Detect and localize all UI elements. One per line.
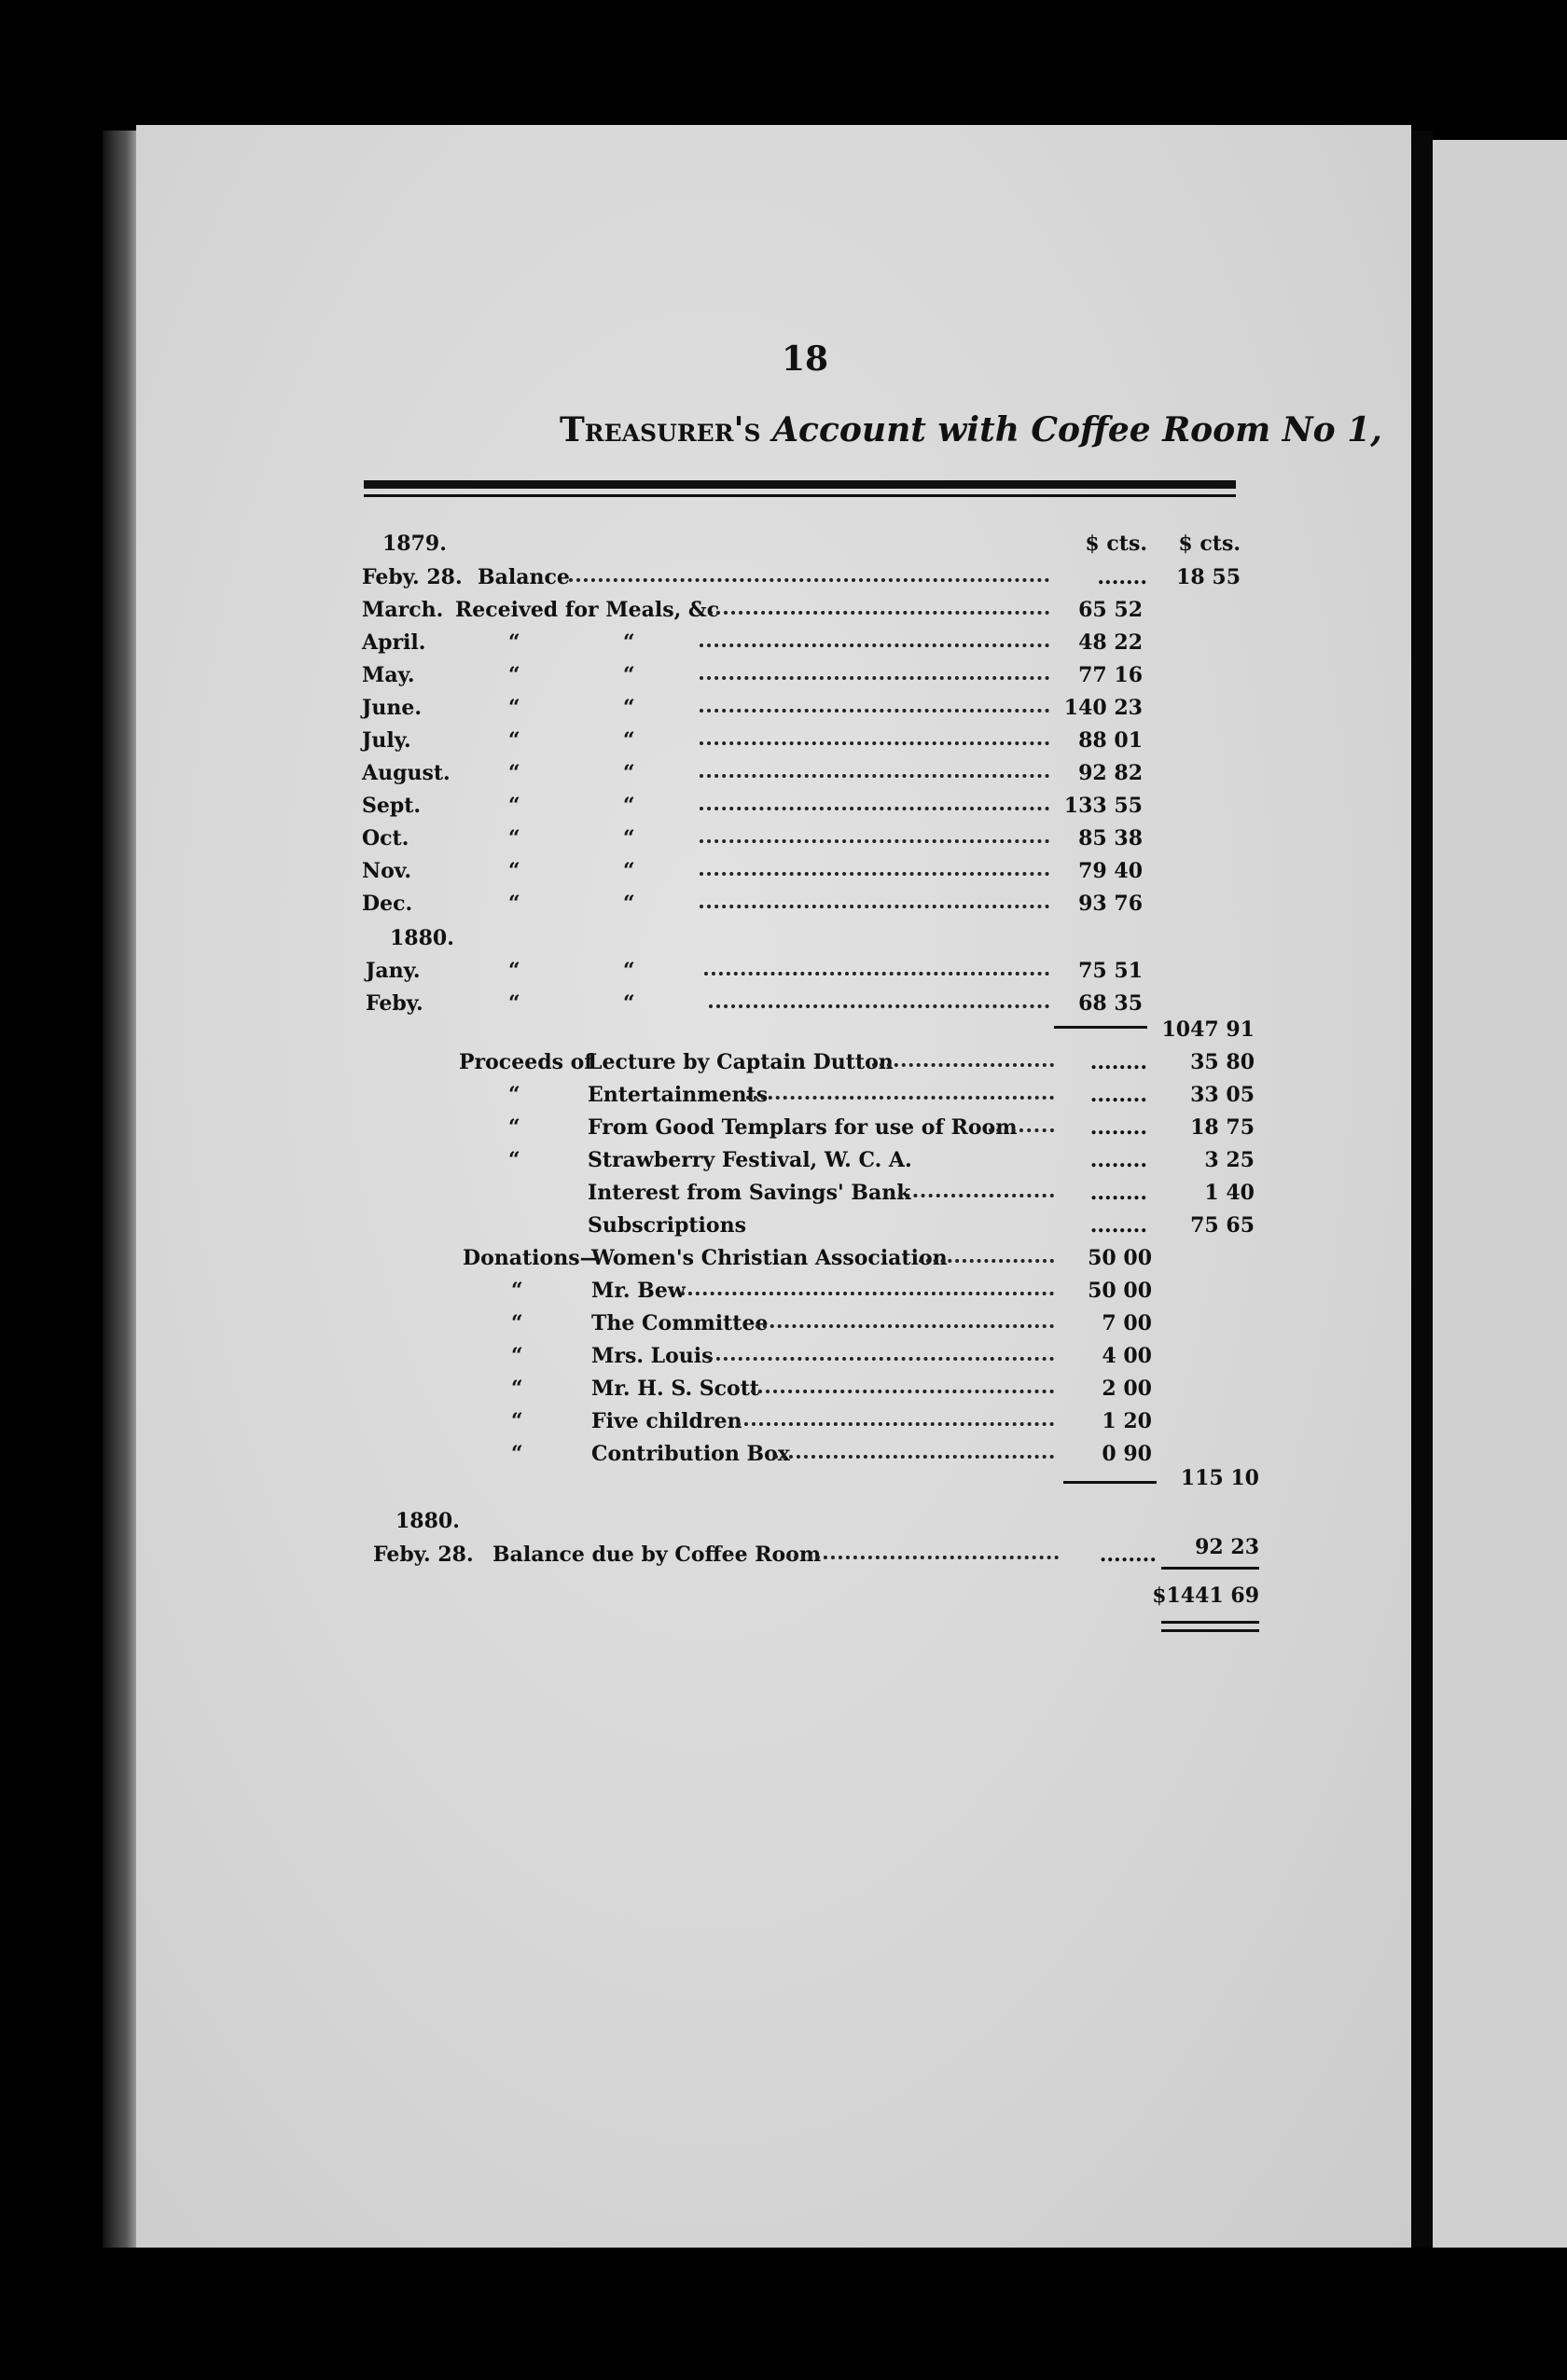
- dot-leader: [872, 1059, 1054, 1067]
- donation-label: The Committee: [591, 1311, 769, 1335]
- title-account: Account with Coffee Room No 1,: [772, 410, 1382, 450]
- ditto-mark: “: [623, 991, 635, 1016]
- dot-leader: [700, 705, 1049, 713]
- row-col1: 75 51: [1078, 959, 1143, 983]
- proceeds-col2: 18 75: [1190, 1115, 1255, 1140]
- proceeds-col2: 1 40: [1204, 1181, 1255, 1205]
- dot-leader: [700, 672, 1049, 680]
- dot-leader: [891, 1190, 1054, 1197]
- proceeds-prefix: “: [508, 1148, 520, 1172]
- row-date: June.: [362, 696, 423, 720]
- dot-leader: [700, 770, 1049, 778]
- ditto-mark: “: [623, 826, 635, 851]
- total-rule: [1161, 1567, 1259, 1570]
- ditto-mark: “: [623, 959, 635, 983]
- proceeds-col1: ........: [1089, 1115, 1147, 1140]
- double-rule-top: [1161, 1621, 1259, 1624]
- ditto-mark: “: [508, 761, 520, 785]
- proceeds-col1: ........: [1089, 1213, 1147, 1238]
- balance-date: Feby. 28.: [373, 1543, 474, 1567]
- row-date: Nov.: [362, 859, 412, 883]
- ditto-mark: “: [508, 991, 520, 1016]
- donation-col1: 1 20: [1102, 1409, 1152, 1433]
- proceeds-label: Lecture by Captain Dutton: [588, 1050, 894, 1074]
- balance-col2: 92 23: [1195, 1535, 1259, 1559]
- year-label: 1879.: [382, 532, 447, 556]
- donation-prefix: “: [511, 1442, 523, 1466]
- proceeds-label: Entertainments: [588, 1083, 769, 1107]
- binding-shadow: [103, 131, 136, 2248]
- dot-leader: [919, 1255, 1054, 1263]
- row-date: March.: [362, 598, 444, 622]
- donation-col1: 0 90: [1102, 1442, 1152, 1466]
- ditto-mark: “: [508, 859, 520, 883]
- row-col1: 79 40: [1078, 859, 1143, 883]
- year-label: 1880.: [390, 926, 454, 950]
- dot-leader: [700, 901, 1049, 908]
- row-date: April.: [362, 630, 426, 655]
- donation-prefix: “: [511, 1409, 523, 1433]
- double-rule-bottom: [1161, 1629, 1259, 1632]
- row-date: Jany.: [366, 959, 421, 983]
- row-date: July.: [362, 728, 411, 753]
- donation-col1: 7 00: [1102, 1311, 1152, 1335]
- donation-prefix: “: [511, 1377, 523, 1401]
- ditto-mark: “: [508, 728, 520, 753]
- dot-leader: [700, 640, 1049, 647]
- dot-leader: [709, 1353, 1054, 1361]
- proceeds-col2: 3 25: [1204, 1148, 1255, 1172]
- row-col1: 92 82: [1078, 761, 1143, 785]
- dot-leader: [989, 1125, 1054, 1132]
- proceeds-col2: 33 05: [1190, 1083, 1255, 1107]
- row-date: Oct.: [362, 826, 409, 851]
- dot-leader: [700, 803, 1049, 810]
- proceeds-label: From Good Templars for use of Room: [588, 1115, 1018, 1140]
- ditto-mark: “: [623, 696, 635, 720]
- ditto-mark: “: [508, 826, 520, 851]
- row-label: Received for Meals, &c: [455, 598, 720, 622]
- title-treasurer: Treasurer's: [560, 410, 761, 450]
- page-title: [560, 410, 1382, 450]
- proceeds-prefix: “: [508, 1083, 520, 1107]
- donation-label: Contribution Box: [591, 1442, 790, 1466]
- row-col1: 88 01: [1078, 728, 1143, 753]
- meals-total: 1047 91: [1161, 1017, 1255, 1042]
- ditto-mark: “: [623, 630, 635, 655]
- page-gutter: [1411, 131, 1433, 2248]
- proceeds-col1: ........: [1089, 1050, 1147, 1074]
- donation-col1: 50 00: [1088, 1246, 1152, 1270]
- dot-leader: [737, 1418, 1054, 1426]
- proceeds-label: Strawberry Festival, W. C. A.: [588, 1148, 912, 1172]
- ditto-mark: “: [623, 761, 635, 785]
- page-number: 18: [782, 339, 829, 379]
- donation-label: Mr. H. S. Scott: [591, 1377, 760, 1401]
- dot-leader: [700, 738, 1049, 745]
- donation-prefix: “: [511, 1279, 523, 1303]
- row-col2: 18 55: [1176, 565, 1241, 589]
- row-col1: 140 23: [1063, 696, 1143, 720]
- donation-label: Five children: [591, 1409, 742, 1433]
- dot-leader: [704, 968, 1049, 976]
- header-rule: [364, 480, 1236, 489]
- donation-prefix: “: [511, 1344, 523, 1368]
- donation-label: Mr. Bew: [591, 1279, 686, 1303]
- proceeds-prefix: Proceeds of: [459, 1050, 593, 1074]
- dot-leader: [746, 1092, 1054, 1100]
- dot-leader: [569, 574, 1049, 582]
- donation-col1: 4 00: [1102, 1344, 1152, 1368]
- dot-leader: [774, 1451, 1054, 1459]
- proceeds-col1: ........: [1089, 1083, 1147, 1107]
- column-header-2: $ cts.: [1178, 532, 1241, 556]
- proceeds-col2: 35 80: [1190, 1050, 1255, 1074]
- proceeds-label: Subscriptions: [588, 1213, 746, 1238]
- donation-label: Mrs. Louis: [591, 1344, 714, 1368]
- ditto-mark: “: [623, 794, 635, 818]
- proceeds-prefix: “: [508, 1115, 520, 1140]
- dot-leader: [751, 1386, 1054, 1393]
- row-col1: 48 22: [1078, 630, 1143, 655]
- grand-total: $1441 69: [1152, 1584, 1259, 1608]
- donation-prefix: Donations—: [463, 1246, 601, 1270]
- column-header-1: $ cts.: [1085, 532, 1147, 556]
- ditto-mark: “: [623, 663, 635, 687]
- proceeds-col1: ........: [1089, 1148, 1147, 1172]
- dot-leader: [681, 1288, 1054, 1295]
- row-col1: 77 16: [1078, 663, 1143, 687]
- donation-col1: 2 00: [1102, 1377, 1152, 1401]
- balance-label: Balance due by Coffee Room: [492, 1543, 822, 1567]
- row-col1: 85 38: [1078, 826, 1143, 851]
- dot-leader: [786, 1552, 1059, 1559]
- row-date: Sept.: [362, 794, 422, 818]
- ditto-mark: “: [508, 794, 520, 818]
- ditto-mark: “: [508, 696, 520, 720]
- row-label: Balance: [478, 565, 570, 589]
- row-date: Feby.: [366, 991, 423, 1016]
- dot-leader: [709, 607, 1049, 615]
- proceeds-col2: 75 65: [1190, 1213, 1255, 1238]
- row-date: Dec.: [362, 892, 413, 916]
- row-date: August.: [362, 761, 451, 785]
- row-col1: .......: [1097, 565, 1147, 589]
- ditto-mark: “: [508, 959, 520, 983]
- row-date: Feby. 28.: [362, 565, 463, 589]
- header-rule-thin: [364, 494, 1236, 497]
- ditto-mark: “: [508, 892, 520, 916]
- ditto-mark: “: [623, 728, 635, 753]
- balance-col1: ........: [1099, 1543, 1157, 1567]
- row-date: May.: [362, 663, 415, 687]
- subtotal-rule: [1054, 1026, 1147, 1029]
- donation-prefix: “: [511, 1311, 523, 1335]
- row-col1: 68 35: [1078, 991, 1143, 1016]
- donations-total: 115 10: [1180, 1466, 1259, 1490]
- donation-col1: 50 00: [1088, 1279, 1152, 1303]
- ditto-mark: “: [508, 663, 520, 687]
- row-col1: 65 52: [1078, 598, 1143, 622]
- subtotal-rule: [1063, 1481, 1157, 1484]
- row-col1: 93 76: [1078, 892, 1143, 916]
- adjacent-page: [1433, 140, 1567, 2248]
- ditto-mark: “: [623, 892, 635, 916]
- proceeds-col1: ........: [1089, 1181, 1147, 1205]
- dot-leader: [756, 1321, 1054, 1328]
- dot-leader: [709, 1001, 1049, 1008]
- row-col1: 133 55: [1063, 794, 1143, 818]
- donation-label: Women's Christian Association: [591, 1246, 948, 1270]
- dot-leader: [700, 836, 1049, 843]
- dot-leader: [700, 868, 1049, 876]
- ditto-mark: “: [508, 630, 520, 655]
- year-label: 1880.: [395, 1509, 460, 1533]
- proceeds-label: Interest from Savings' Bank: [588, 1181, 911, 1205]
- ditto-mark: “: [623, 859, 635, 883]
